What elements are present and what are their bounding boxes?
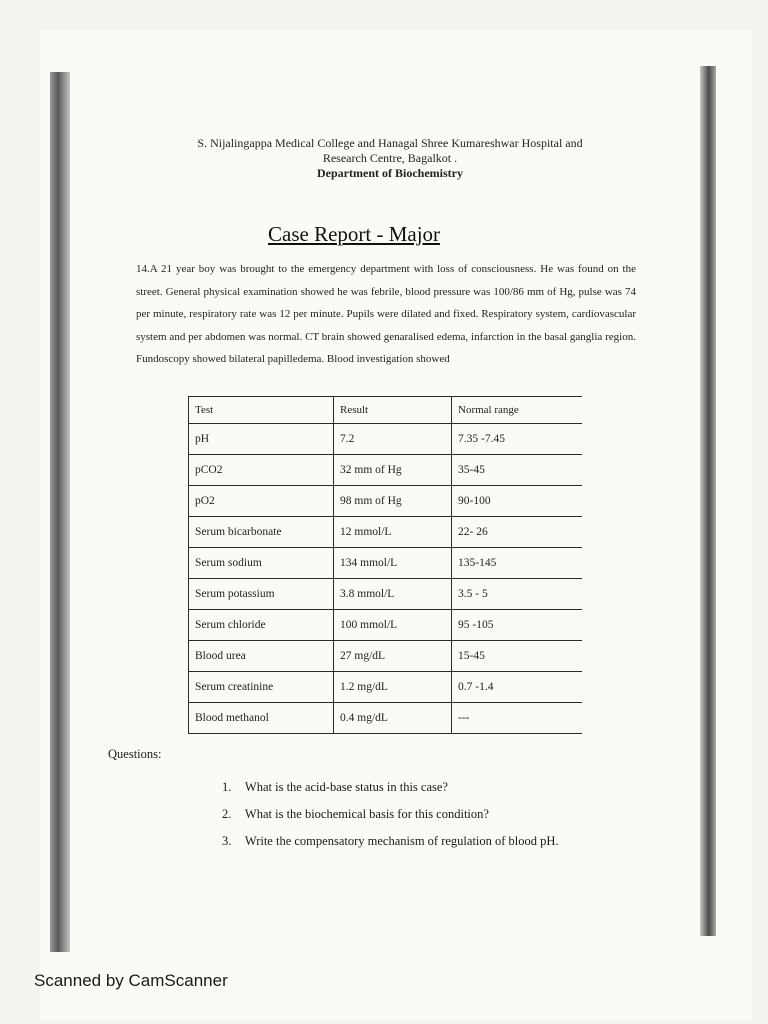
column-header-normal-range: Normal range xyxy=(452,397,583,424)
test-result: 27 mg/dL xyxy=(334,641,452,672)
question-text: What is the biochemical basis for this condition? xyxy=(244,807,489,821)
test-result: 134 mmol/L xyxy=(334,548,452,579)
scan-shadow-right xyxy=(700,66,716,936)
test-name: Blood urea xyxy=(189,641,334,672)
scan-shadow-left xyxy=(50,72,70,952)
test-name: Blood methanol xyxy=(189,703,334,734)
test-name: Serum bicarbonate xyxy=(189,517,334,548)
test-result: 32 mm of Hg xyxy=(334,455,452,486)
test-name: Serum creatinine xyxy=(189,672,334,703)
table-row xyxy=(189,672,583,703)
normal-range: 22- 26 xyxy=(452,517,583,548)
table-row xyxy=(189,455,583,486)
normal-range: 95 -105 xyxy=(452,610,583,641)
test-name: Serum potassium xyxy=(189,579,334,610)
question-text: Write the compensatory mechanism of regulation of blood pH. xyxy=(244,834,559,848)
test-result: 3.8 mmol/L xyxy=(334,579,452,610)
test-result: 98 mm of Hg xyxy=(334,486,452,517)
lab-results-table xyxy=(188,396,582,734)
table-row xyxy=(189,517,583,548)
questions-heading: Questions: xyxy=(108,747,162,761)
test-result: 7.2 xyxy=(334,424,452,455)
table-row xyxy=(189,610,583,641)
table-row xyxy=(189,703,583,734)
institution-name-line2: Research Centre, Bagalkot . xyxy=(322,151,458,165)
test-name: pCO2 xyxy=(189,455,334,486)
list-item xyxy=(222,801,559,828)
question-number: 2. xyxy=(222,807,232,821)
table-row xyxy=(189,486,583,517)
table-row xyxy=(189,424,583,455)
question-text: What is the acid-base status in this case? xyxy=(244,780,448,794)
column-header-result: Result xyxy=(334,397,452,424)
test-name: pO2 xyxy=(189,486,334,517)
list-item xyxy=(222,774,559,801)
questions-list xyxy=(222,774,559,855)
institution-name-line1: S. Nijalingappa Medical College and Hanagal Shree Kumareshwar Hospital and xyxy=(197,136,583,150)
test-name: Serum sodium xyxy=(189,548,334,579)
test-result: 100 mmol/L xyxy=(334,610,452,641)
case-description: 14.A 21 year boy was brought to the emergency department with loss of consciousness. He was found on the street. General physical examination showed he was febrile, blood pressure was 100/86 mm of Hg, pulse was 74 per minute, respiratory rate was 12 per minute. Pupils were dilated and fixed. Respiratory system, cardiovascular system and per abdomen was normal. CT brain showed genaralised edema, infarction in the basal ganglia region. Fundoscopy showed bilateral papilledema. Blood investigation showed xyxy=(136,263,636,365)
normal-range: 35-45 xyxy=(452,455,583,486)
test-name: Serum chloride xyxy=(189,610,334,641)
normal-range: 0.7 -1.4 xyxy=(452,672,583,703)
table-row xyxy=(189,579,583,610)
table-row xyxy=(189,548,583,579)
question-number: 1. xyxy=(222,780,232,794)
test-result: 12 mmol/L xyxy=(334,517,452,548)
test-result: 0.4 mg/dL xyxy=(334,703,452,734)
table-row xyxy=(189,641,583,672)
question-number: 3. xyxy=(222,834,232,848)
normal-range: 15-45 xyxy=(452,641,583,672)
department-name: Department of Biochemistry xyxy=(317,166,463,180)
list-item xyxy=(222,828,559,855)
normal-range: 135-145 xyxy=(452,548,583,579)
normal-range: 3.5 - 5 xyxy=(452,579,583,610)
camscanner-watermark: Scanned by CamScanner xyxy=(34,971,228,990)
test-name: pH xyxy=(189,424,334,455)
page-title: Case Report - Major xyxy=(268,222,441,246)
normal-range: 7.35 -7.45 xyxy=(452,424,583,455)
normal-range: --- xyxy=(452,703,583,734)
table-header-row xyxy=(189,397,583,424)
normal-range: 90-100 xyxy=(452,486,583,517)
test-result: 1.2 mg/dL xyxy=(334,672,452,703)
column-header-test: Test xyxy=(189,397,334,424)
